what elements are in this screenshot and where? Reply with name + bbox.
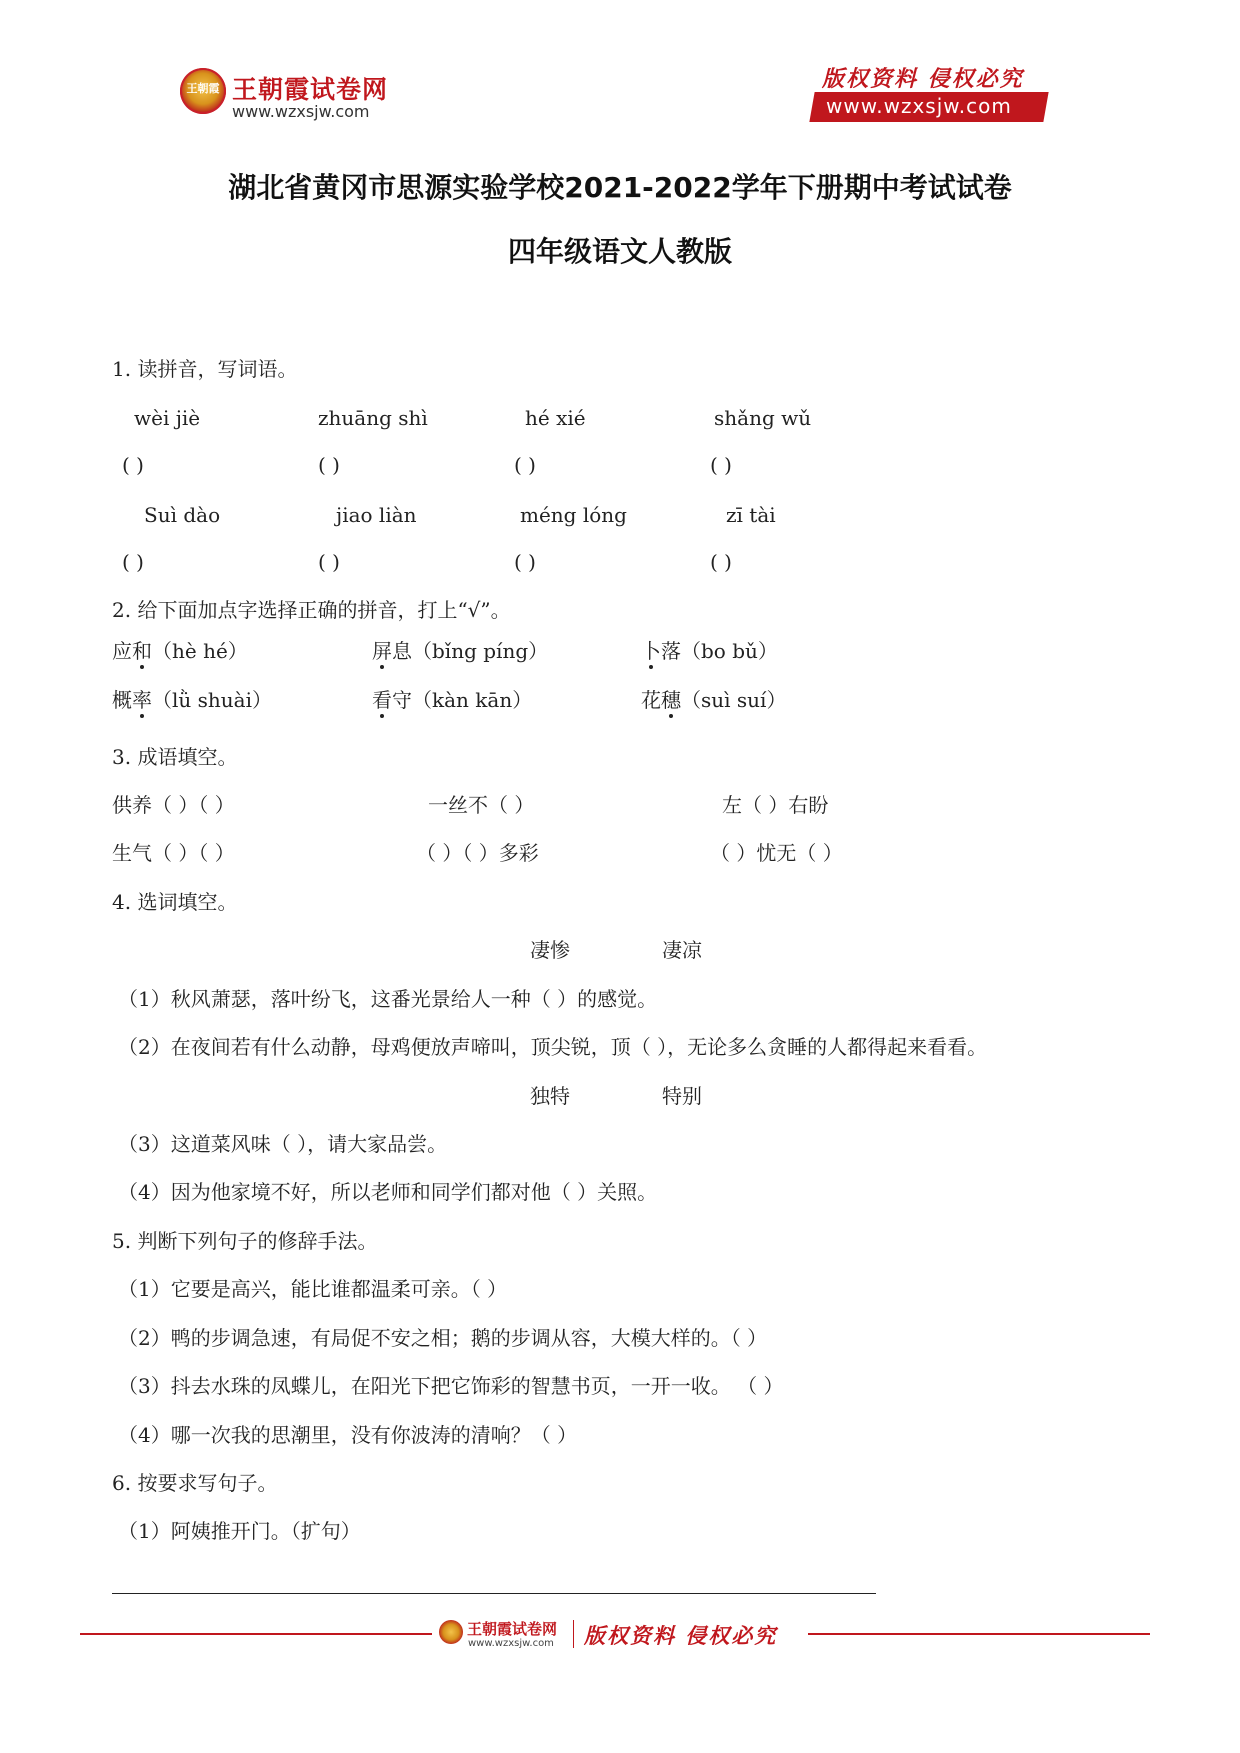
q4-sentence-1[interactable]: （1）秋风萧瑟，落叶纷飞，这番光景给人一种（ ）的感觉。 xyxy=(118,987,658,1011)
q4-option: 独特 xyxy=(530,1084,570,1108)
q2-options: （suì suí） xyxy=(681,688,787,712)
q1-pinyin-3: hé xié xyxy=(525,406,586,430)
q2-heading: 2. 给下面加点字选择正确的拼音，打上“√”。 xyxy=(112,598,511,622)
q3-idiom[interactable]: （ ）（ ）多彩 xyxy=(416,841,539,865)
q1-answer-box[interactable]: ( ) xyxy=(318,550,340,574)
q4-sentence-4[interactable]: （4）因为他家境不好，所以老师和同学们都对他（ ）关照。 xyxy=(118,1180,658,1204)
q6-heading: 6. 按要求写句子。 xyxy=(112,1471,278,1495)
q1-answer-box[interactable]: ( ) xyxy=(122,453,144,477)
q1-answer-box[interactable]: ( ) xyxy=(122,550,144,574)
q2-dotted-char: 卜 xyxy=(641,639,661,663)
q3-idiom[interactable]: 左（ ）右盼 xyxy=(722,793,829,817)
footer-divider-right xyxy=(808,1633,1150,1635)
q2-options: （hè hé） xyxy=(152,639,248,663)
logo-badge xyxy=(180,68,226,114)
page-title: 湖北省黄冈市思源实验学校2021-2022学年下册期中考试试卷 xyxy=(228,171,1012,204)
q2-item[interactable] xyxy=(112,688,272,712)
q1-answer-box[interactable]: ( ) xyxy=(514,453,536,477)
q2-dotted-char: 屏 xyxy=(372,639,392,663)
q2-options: 守（kàn kān） xyxy=(392,688,533,712)
copyright-notice: 版权资料 侵权必究 xyxy=(822,66,1024,92)
q4-sentence-2[interactable]: （2）在夜间若有什么动静，母鸡便放声啼叫，顶尖锐，顶（ ），无论多么贪睡的人都得起来看看。 xyxy=(118,1035,988,1059)
q1-pinyin-6: jiao liàn xyxy=(336,503,417,527)
q2-item[interactable] xyxy=(112,639,248,663)
q2-char: 应 xyxy=(112,639,132,663)
q5-sentence-3[interactable]: （3）抖去水珠的凤蝶儿，在阳光下把它饰彩的智慧书页，一开一收。 （ ） xyxy=(118,1374,784,1398)
q4-option: 凄凉 xyxy=(662,938,702,962)
q5-heading: 5. 判断下列句子的修辞手法。 xyxy=(112,1229,378,1253)
q1-answer-box[interactable]: ( ) xyxy=(710,550,732,574)
q2-options: （lǜ shuài） xyxy=(152,688,272,712)
banner-url[interactable]: www.wzxsjw.com xyxy=(826,94,1012,118)
q2-item[interactable] xyxy=(372,688,532,712)
q2-item[interactable] xyxy=(372,639,548,663)
q2-char: 花 xyxy=(641,688,661,712)
q3-idiom[interactable]: 一丝不（ ） xyxy=(428,793,535,817)
q1-heading: 1. 读拼音，写词语。 xyxy=(112,357,298,381)
footer-copyright: 版权资料 侵权必究 xyxy=(584,1623,778,1648)
q3-idiom[interactable]: （ ）忧无（ ） xyxy=(710,841,843,865)
q1-answer-box[interactable]: ( ) xyxy=(710,453,732,477)
q6-sentence-1: （1）阿姨推开门。（扩句） xyxy=(118,1519,361,1543)
q2-options: 息（bǐng píng） xyxy=(392,639,549,663)
brand-name: 王朝霞试卷网 xyxy=(232,75,389,104)
answer-line[interactable] xyxy=(112,1593,876,1594)
q2-dotted-char: 看 xyxy=(372,688,392,712)
q1-pinyin-5: Suì dào xyxy=(144,503,221,527)
q2-item[interactable] xyxy=(641,688,786,712)
footer-logo-icon xyxy=(439,1620,463,1644)
q5-sentence-4[interactable]: （4）哪一次我的思潮里，没有你波涛的清响？（ ） xyxy=(118,1423,578,1447)
q3-idiom[interactable]: 生气（ ）（ ） xyxy=(112,841,235,865)
footer-divider-left xyxy=(80,1633,432,1635)
q1-pinyin-7: méng lóng xyxy=(520,503,627,527)
q2-dotted-char: 和 xyxy=(132,639,152,663)
q1-pinyin-1: wèi jiè xyxy=(134,406,201,430)
q4-option: 特别 xyxy=(662,1084,702,1108)
q5-sentence-1[interactable]: （1）它要是高兴，能比谁都温柔可亲。（ ） xyxy=(118,1277,508,1301)
footer-separator xyxy=(573,1620,574,1648)
q4-sentence-3[interactable]: （3）这道菜风味（ ），请大家品尝。 xyxy=(118,1132,448,1156)
q3-idiom[interactable]: 供养（ ）（ ） xyxy=(112,793,235,817)
brand-url[interactable]: www.wzxsjw.com xyxy=(232,102,370,121)
q4-option: 凄惨 xyxy=(530,938,570,962)
q5-sentence-2[interactable]: （2）鸭的步调急速，有局促不安之相；鹅的步调从容，大模大样的。（ ） xyxy=(118,1326,768,1350)
q2-item[interactable] xyxy=(641,639,778,663)
logo-badge-text: 王朝霞 xyxy=(186,82,220,95)
q1-pinyin-4: shǎng wǔ xyxy=(714,406,812,430)
q1-pinyin-2: zhuāng shì xyxy=(318,406,428,430)
q2-dotted-char: 穗 xyxy=(661,688,681,712)
q1-answer-box[interactable]: ( ) xyxy=(514,550,536,574)
q1-answer-box[interactable]: ( ) xyxy=(318,453,340,477)
page-subtitle: 四年级语文人教版 xyxy=(507,235,732,268)
footer-brand: 王朝霞试卷网 xyxy=(467,1620,558,1638)
q2-dotted-char: 率 xyxy=(132,688,152,712)
q3-heading: 3. 成语填空。 xyxy=(112,745,238,769)
q4-heading: 4. 选词填空。 xyxy=(112,890,238,914)
footer-url[interactable]: www.wzxsjw.com xyxy=(468,1638,554,1649)
q2-options: 落（bo bǔ） xyxy=(661,639,778,663)
q1-pinyin-8: zī tài xyxy=(726,503,776,527)
q2-char: 概 xyxy=(112,688,132,712)
